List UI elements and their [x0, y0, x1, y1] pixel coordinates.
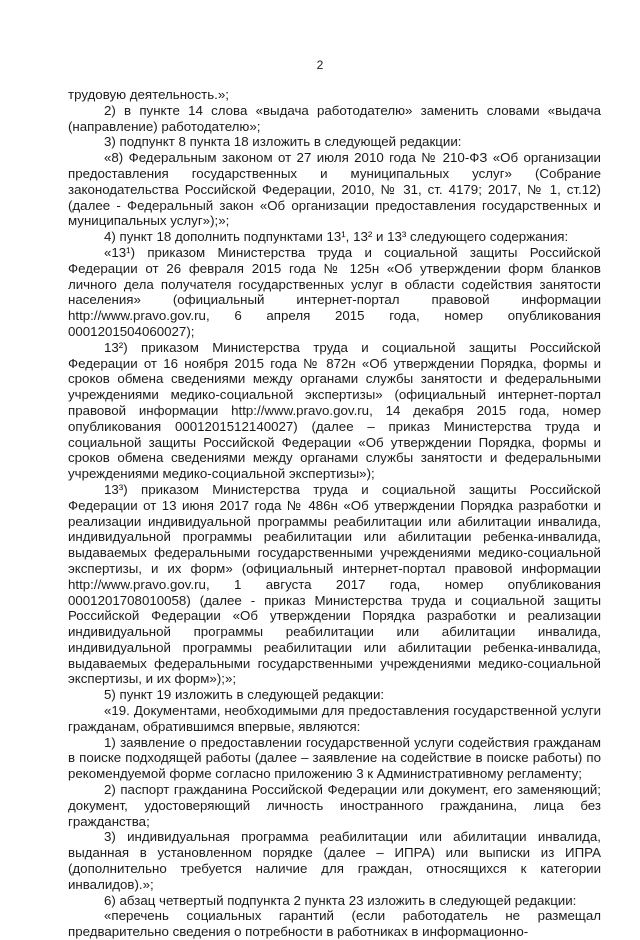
paragraph-point-19-item-3: 3) индивидуальная программа реабилитации или абилитации инвалида, выданная в установленном порядке (далее – ИПРА) или выписки из ИПРА (дополнительно требуется наличие для граждан, относящихся к категории инвалидов).»; — [68, 829, 601, 892]
paragraph-point-19: «19. Документами, необходимыми для предоставления государственной услуги гражданам, обратившимся впервые, являются: — [68, 703, 601, 734]
paragraph-item-5: 5) пункт 19 изложить в следующей редакции: — [104, 687, 385, 703]
paragraph-continuation: трудовую деятельность.»; — [68, 87, 229, 102]
page-number: 2 — [316, 58, 324, 72]
paragraph-item-3: 3) подпункт 8 пункта 18 изложить в следующей редакции: — [104, 134, 462, 150]
paragraph-social-guarantees: «перечень социальных гарантий (если работодатель не размещал предварительно сведения о потребности в работниках в информационно- — [68, 908, 601, 940]
paragraph-item-2: 2) в пункте 14 слова «выдача работодателю» заменить словами «выдача (направление) работодателю»; — [68, 102, 601, 134]
paragraph-item-4: 4) пункт 18 дополнить подпунктами 13¹, 13² и 13³ следующего содержания: — [104, 229, 569, 245]
paragraph-subitem-13-3: 13³) приказом Министерства труда и социальной защиты Российской Федерации от 13 июня 2017 года № 486н «Об утверждении Порядка разработки и реализации индивидуальной программы реабилитации или абилитации инвалида, индивидуальной программы реабилитации или абилитации ребенка-инвалида, выдаваемых федеральными государственными учреждениями медико-социальной экспертизы, и их форм» (официальный интернет-портал правовой информации http://www.pravo.gov.ru, 1 августа 2017 года, номер опубликования 0001201708010058) (далее - приказ Министерства труда и социальной защиты Российской Федерации «Об утверждении Порядка разработки и реализации индивидуальной программы реабилитации или абилитации инвалида, индивидуальной программы реабилитации или абилитации ребенка-инвалида, выдаваемых федеральными государственными учреждениями медико-социальной экспертизы, и их форм»);»; — [68, 481, 601, 687]
document-body — [68, 87, 601, 940]
paragraph-point-19-item-2: 2) паспорт гражданина Российской Федерации или документ, его заменяющий; документ, удостоверяющий личность иностранного гражданина, лица без гражданства; — [68, 782, 601, 829]
paragraph-subitem-13-1: «13¹) приказом Министерства труда и социальной защиты Российской Федерации от 26 февраля 2015 года № 125н «Об утверждении форм бланков личного дела получателя государственных услуг в области содействия занятости населения» (официальный интернет-портал правовой информации http://www.pravo.gov.ru, 6 апреля 2015 года, номер опубликования 0001201504060027); — [68, 244, 601, 339]
paragraph-subitem-13-2: 13²) приказом Министерства труда и социальной защиты Российской Федерации от 16 ноября 2015 года № 872н «Об утверждении Порядка, формы и сроков обмена сведениями между органами службы занятости и федеральными учреждениями медико-социальной экспертизы» (официальный интернет-портал правовой информации http://www.pravo.gov.ru, 14 декабря 2015 года, номер опубликования 0001201512140027) (далее – приказ Министерства труда и социальной защиты Российской Федерации «Об утверждении Порядка, формы и сроков обмена сведениями между органами службы занятости и федеральными учреждениями медико-социальной экспертизы»); — [68, 339, 601, 482]
paragraph-point-19-item-1: 1) заявление о предоставлении государственной услуги содействия гражданам в поиске подходящей работы (далее – заявление на содействие в поиске работы) по рекомендуемой форме согласно приложению 3 к Административному регламенту; — [68, 734, 601, 782]
paragraph-subitem-8: «8) Федеральным законом от 27 июля 2010 года № 210-ФЗ «Об организации предоставления государственных и муниципальных услуг» (Собрание законодательства Российской Федерации, 2010, № 31, ст. 4179; 2017, № 1, ст.12) (далее - Федеральный закон «Об организации предоставления государственных и муниципальных услуг»);»; — [68, 150, 601, 229]
paragraph-item-6: 6) абзац четвертый подпункта 2 пункта 23 изложить в следующей редакции: — [104, 892, 577, 908]
